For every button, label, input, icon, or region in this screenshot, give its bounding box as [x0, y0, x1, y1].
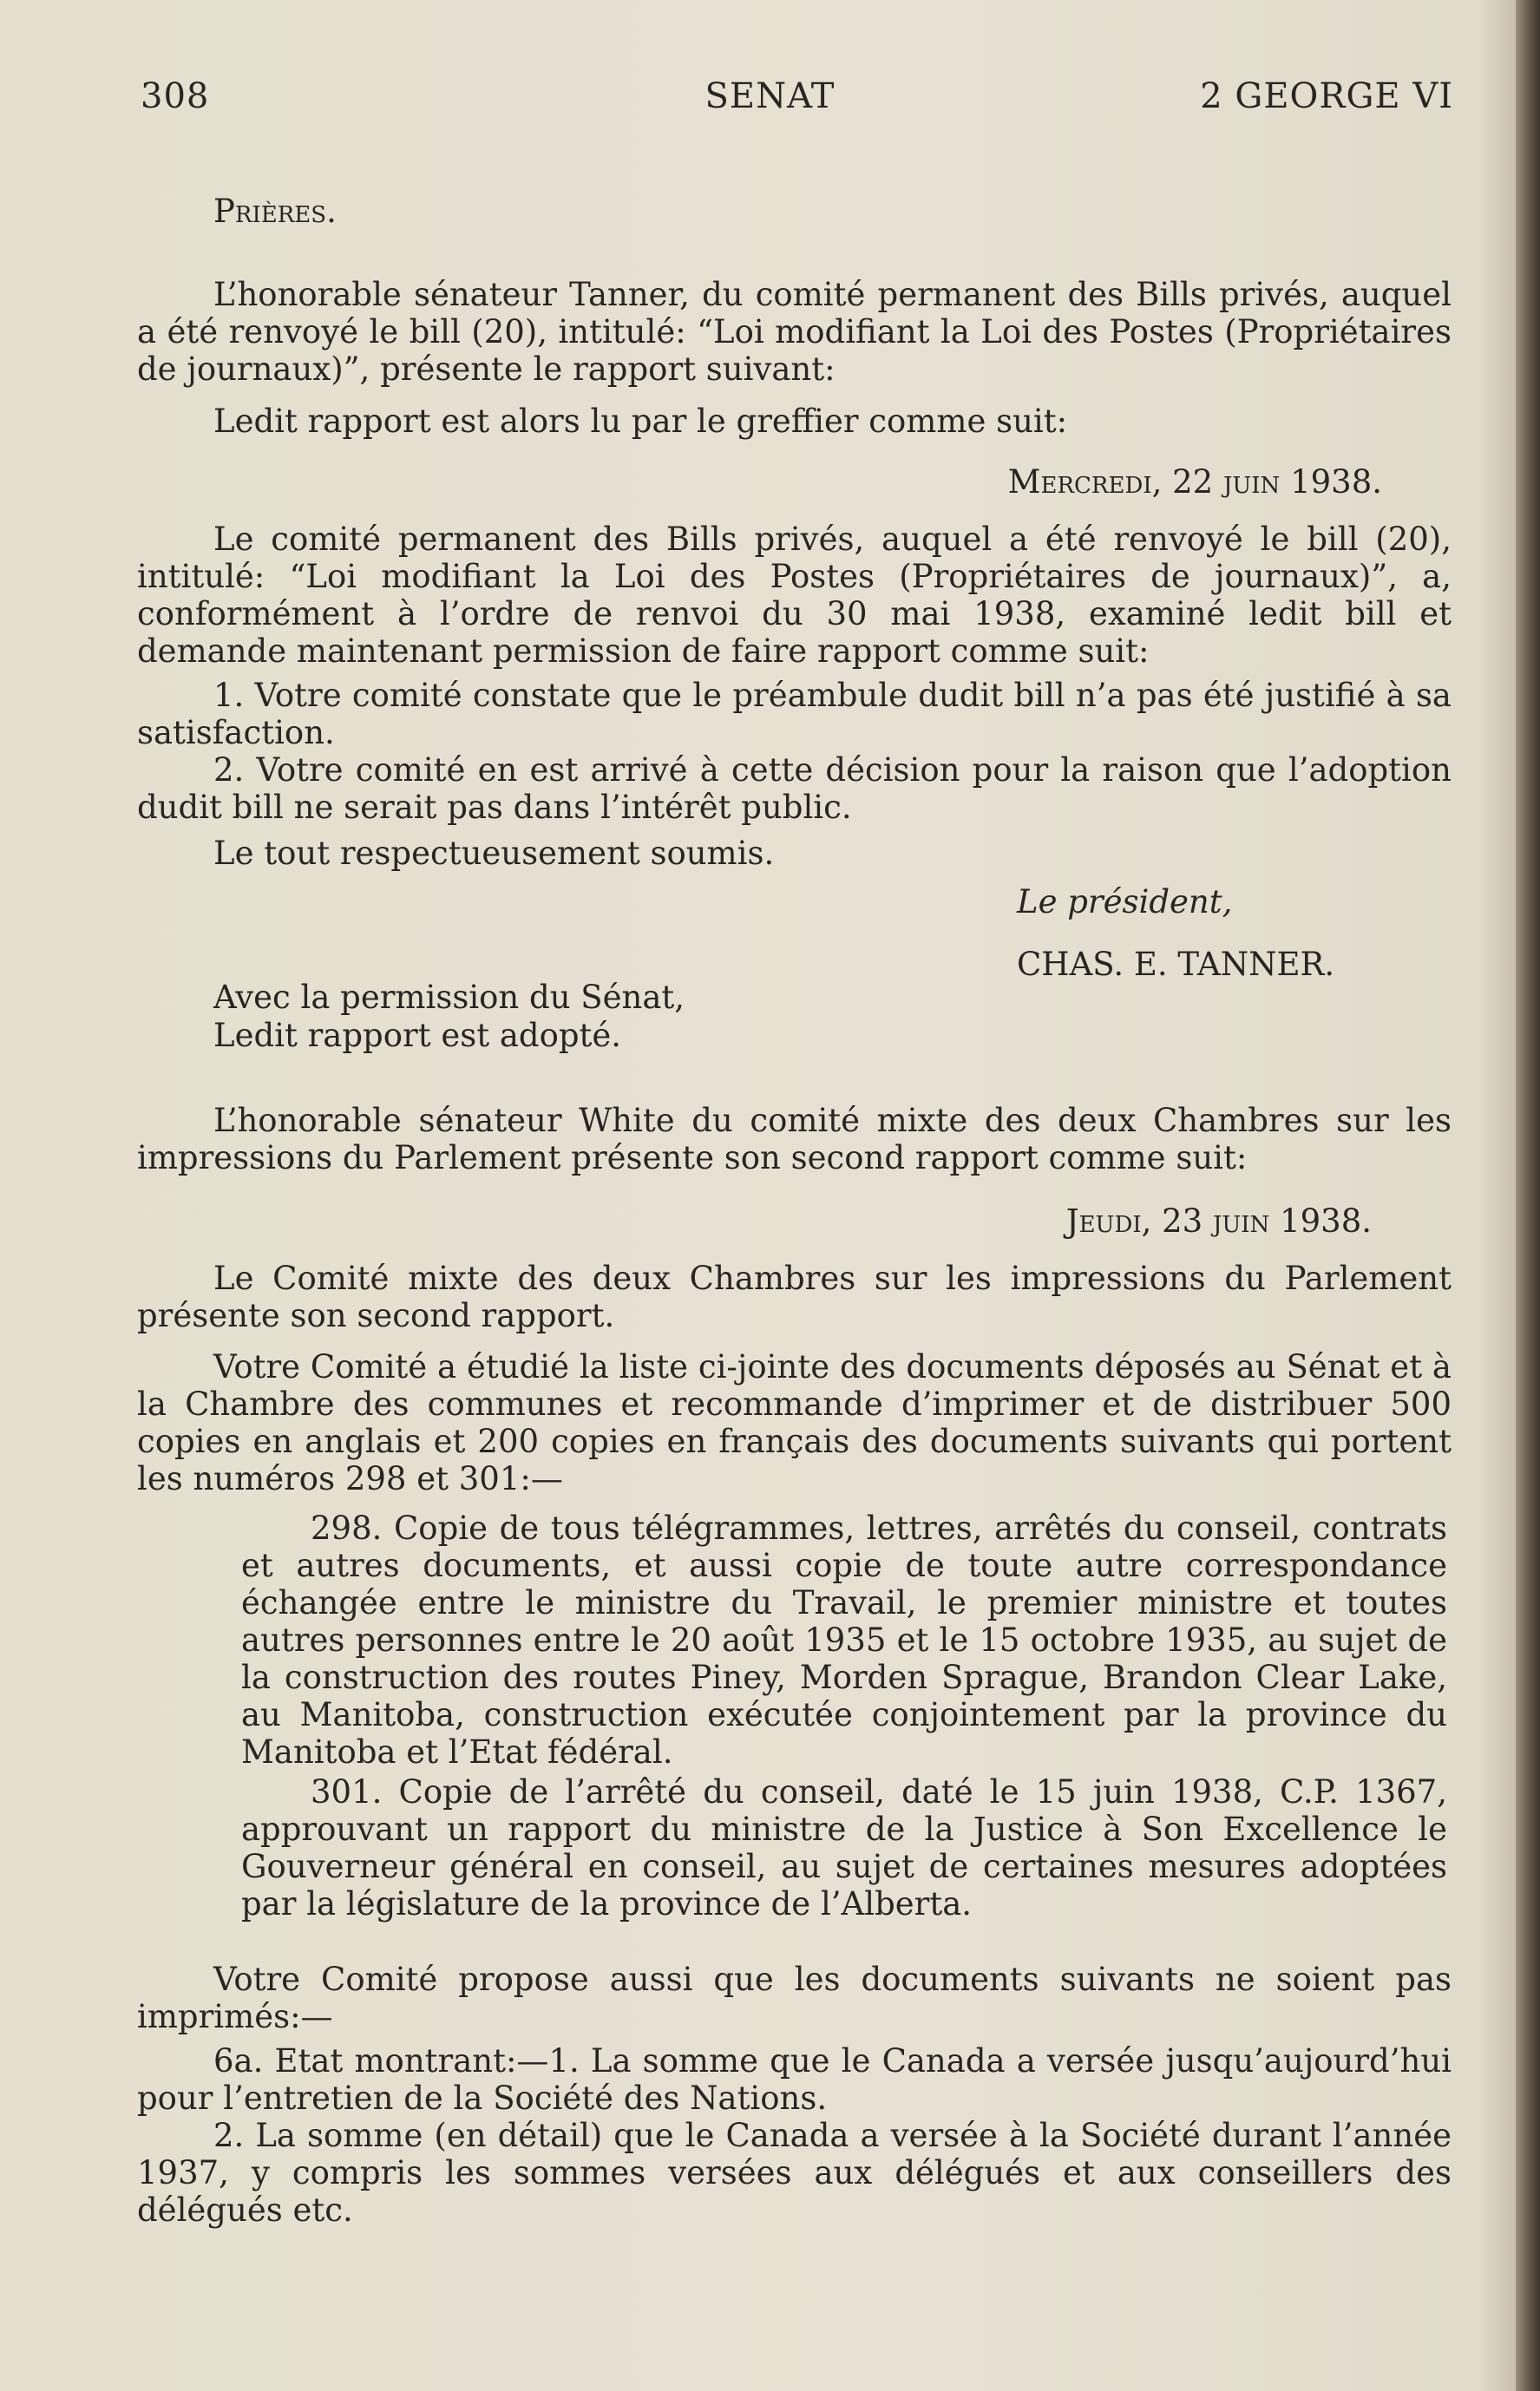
paragraph-submitted: Le tout respectueusement soumis. [213, 835, 775, 872]
paragraph-committee-report: Le comité permanent des Bills privés, auquel a été renvoyé le bill (20), intitulé: “Loi modifiant la Loi des Postes (Propriétaires de journaux)”, a, conformément à l’ordre de renvoi du 30 mai 1938, examiné ledit bill et demande maintenant permission de faire rapport comme suit: [137, 521, 1452, 670]
paragraph-joint-committee: Le Comité mixte des deux Chambres sur les impressions du Parlement présente son second rapport. [137, 1260, 1452, 1334]
document-298: 298. Copie de tous télégrammes, lettres, arrêtés du conseil, contrats et autres documents, et aussi copie de toute autre correspondance échangée entre le ministre du Travail, le premier ministre et toutes autres personnes entre le 20 août 1935 et le 15 octobre 1935, au sujet de la construction des routes Piney, Morden Sprague, Brandon Clear Lake, au Manitoba, construction exécutée conjointement par la province du Manitoba et l’Etat fédéral. [241, 1510, 1447, 1771]
page-number: 308 [141, 76, 210, 116]
paragraph-point-1: 1. Votre comité constate que le préambule dudit bill n’a pas été justifié à sa satisfaction. [137, 677, 1452, 751]
document-6a: 6a. Etat montrant:—1. La somme que le Canada a versée jusqu’aujourd’hui pour l’entretien de la Société des Nations. [137, 2042, 1452, 2117]
adoption-line-1: Avec la permission du Sénat, [213, 979, 685, 1016]
running-title: SENAT [704, 76, 836, 116]
paragraph-documents-list: Votre Comité a étudié la liste ci-jointe des documents déposés au Sénat et à la Chambre des communes et recommande d’imprimer et de distribuer 500 copies en anglais et 200 copies en français des documents suivants qui portent les numéros 298 et 301:— [137, 1348, 1452, 1497]
prayers-heading: Prières. [213, 193, 337, 230]
paragraph-not-printed: Votre Comité propose aussi que les documents suivants ne soient pas imprimés:— [137, 1961, 1452, 2035]
book-spine [1516, 0, 1540, 2391]
document-6a-point-2: 2. La somme (en détail) que le Canada a versée à la Société durant l’année 1937, y compris les sommes versées aux délégués et aux conseillers des délégués etc. [137, 2117, 1452, 2229]
paragraph-white-report: L’honorable sénateur White du comité mixte des deux Chambres sur les impressions du Parlement présente son second rapport comme suit: [137, 1102, 1452, 1176]
signature-name: CHAS. E. TANNER. [1017, 946, 1335, 983]
document-301: 301. Copie de l’arrêté du conseil, daté le 15 juin 1938, C.P. 1367, approuvant un rapport du ministre de la Justice à Son Excellence le Gouverneur général en conseil, au sujet de certaines mesures adoptées par la législature de la province de l’Alberta. [241, 1773, 1447, 1923]
paragraph-read: Ledit rapport est alors lu par le greffier comme suit: [213, 403, 1068, 440]
signature-title: Le président, [1017, 883, 1233, 920]
session-label: 2 GEORGE VI [1200, 76, 1453, 116]
date-mercredi: Mercredi, 22 juin 1938. [1007, 463, 1382, 501]
paragraph-point-2: 2. Votre comité en est arrivé à cette décision pour la raison que l’adoption dudit bill ne serait pas dans l’intérêt public. [137, 751, 1452, 826]
paragraph-tanner-report: L’honorable sénateur Tanner, du comité permanent des Bills privés, auquel a été renvoyé le bill (20), intitulé: “Loi modifiant la Loi des Postes (Propriétaires de journaux)”, présente le rapport suivant: [137, 276, 1452, 388]
date-jeudi: Jeudi, 23 juin 1938. [1065, 1202, 1372, 1240]
adoption-line-2: Ledit rapport est adopté. [213, 1017, 622, 1054]
